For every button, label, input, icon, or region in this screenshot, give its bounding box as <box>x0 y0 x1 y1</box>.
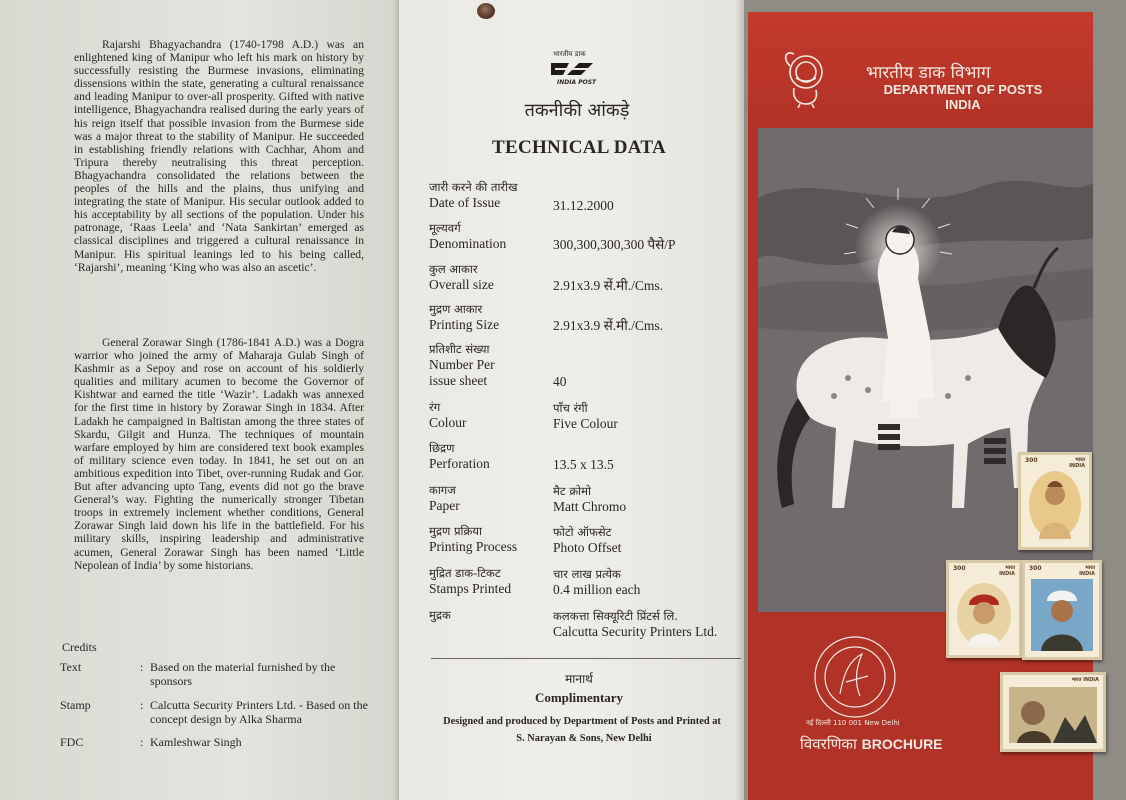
spec-value: 13.5 x 13.5 <box>553 457 614 472</box>
spec-value: 2.91x3.9 सें.मी./Cms. <box>553 278 663 293</box>
left-panel <box>0 0 398 800</box>
designed-by-note: Designed and produced by Department of Posts and Printed at <box>443 716 721 727</box>
logo-latin-text: INDIA POST <box>557 79 597 86</box>
portrait-landscape-icon <box>1009 687 1097 743</box>
stamp-country <box>999 565 1015 577</box>
spec-colour <box>429 400 739 431</box>
spec-number-per-sheet <box>429 342 739 389</box>
spec-value-group <box>553 608 753 640</box>
credit-key: Stamp <box>60 698 91 712</box>
stamp-country-hindi: भारत <box>1075 457 1085 463</box>
india-post-logo <box>545 50 605 90</box>
complimentary-hindi: मानार्थ <box>565 672 593 686</box>
credit-colon: : <box>140 660 144 674</box>
spec-value: 31.12.2000 <box>553 198 614 213</box>
pin-hole <box>477 3 495 19</box>
portrait-general-icon <box>1031 579 1093 651</box>
spec-value-group <box>553 524 753 556</box>
divider <box>431 658 741 659</box>
spec-label: Denomination <box>429 236 507 251</box>
spec-label-line2: issue sheet <box>429 373 488 388</box>
credit-key: Text <box>60 660 82 674</box>
spec-hindi-label: रंग <box>429 400 441 414</box>
brochure-label <box>800 734 1000 754</box>
india-post-logo-icon <box>549 59 595 79</box>
stamp-value: 300 <box>953 565 966 572</box>
spec-paper <box>429 483 739 514</box>
credit-value: Kamleshwar Singh <box>150 735 242 749</box>
portrait-king-icon <box>1027 469 1083 541</box>
spec-value-hindi: पाँच रंगी <box>553 401 588 415</box>
department-hindi-name: भारतीय डाक विभाग <box>866 63 991 83</box>
stamp-country-latin: INDIA <box>999 571 1015 577</box>
stamp-country-latin: INDIA <box>1079 571 1095 577</box>
spec-label: Stamps Printed <box>429 581 512 596</box>
brochure-hindi: विवरणिका <box>800 735 857 753</box>
spec-value-hindi: फोटो ऑफसेट <box>553 525 612 539</box>
spec-hindi-label: छिद्रण <box>429 441 455 455</box>
department-name-line1: DEPARTMENT OF POSTS <box>883 82 1043 97</box>
spec-hindi-label: मुद्रण प्रक्रिया <box>429 524 482 538</box>
spec-hindi-label: जारी करने की तारीख <box>429 180 518 194</box>
brochure-cover <box>748 12 1099 800</box>
spec-hindi-label: मूल्यवर्ग <box>429 221 461 235</box>
spec-value-hindi: कलकत्ता सिक्यूरिटी प्रिंटर्स लि. <box>553 609 678 623</box>
technical-data-title: TECHNICAL DATA <box>492 137 666 158</box>
spec-value: 300,300,300,300 पैसे/P <box>553 237 676 252</box>
zorawar-singh-bio: General Zorawar Singh (1786-1841 A.D.) was a Dogra warrior who joined the army of Maharaja Gulab Singh of Kashmir as a Sepoy and rose on account of his soldierly qualities and military acumen to become the Governor of Kishtwar and earned the title ‘Wazir’. Ladakh was annexed for the first time in history by Zorawar Singh in 1834. After Ladakh he campaigned in Baltistan among the three states of Skardu, Gilgit and Hunza. The techniques of mountain warfare employed by him are considered text book examples of military science even today. In 1841, he set out on an ambitious expedition into Tibet, over-running Rudak and Gor. But after advancing upto Tang, events did not go the brave General’s way. Fighting the numerically stronger Tibetan troops in extremely inclement whether conditions, General Zorawar Singh laid down his life in the battlefield. For his military skills, inspiring leadership and administrative acumen, General Zorawar Singh has been named ‘Little Nepolean of India’ by some historians. <box>74 336 364 572</box>
spec-hindi-label: मुद्रित डाक-टिकट <box>429 566 501 580</box>
spec-label: Date of Issue <box>429 195 501 210</box>
spec-label: Colour <box>429 415 467 430</box>
spec-hindi-label: मुद्रण आकार <box>429 302 483 316</box>
spec-printing-process <box>429 524 739 555</box>
stamp-value: 300 <box>1029 565 1042 572</box>
spec-perforation <box>429 441 739 472</box>
stamp-country-hindi: भारत <box>1085 565 1095 571</box>
stamp-bhagyachandra <box>1018 452 1092 550</box>
department-name-line2: INDIA <box>945 97 981 112</box>
spec-value: Five Colour <box>553 416 618 431</box>
spec-value: 40 <box>553 374 567 389</box>
stamp-country-latin: INDIA <box>1069 463 1085 469</box>
spec-label: Printing Size <box>429 317 500 332</box>
spec-value: Calcutta Security Printers Ltd. <box>553 624 718 639</box>
spec-hindi-label: कुल आकार <box>429 262 478 276</box>
spec-value-hindi: चार लाख प्रत्येक <box>553 567 621 581</box>
peacock-emblem-icon <box>776 48 832 108</box>
bhagyachandra-bio: Rajarshi Bhagyachandra (1740-1798 A.D.) was an enlightened king of Manipur who left his mark on history by successfully resisting the Burmese invasions, eliminating dissensions within the state, generating a cultural renaissance and leading Manipur to over-all prosperity. Gifted with native intelligence, Bhagyachandra realised during the early years of his reign itself that possible invasion from the Burmese side was a major threat to the stability of Manipur. He succeeded in establishing friendly relations with Cachhar, Ahom and Tripura thereby neutralising this threat perception. Bhagyachandra consolidated the relations between the peoples of the hills and the plains, thus unifying and integrating the state of Manipur. His secular outlook added to his acceptability by all sections of the population. Under his patronage, ‘Raas Leela’ and ‘Nata Sankirtan’ emerged as classical disciplines and triggered a cultural renaissance in Manipur. His spiritual leanings led to his being called, ‘Rajarshi’, meaning ‘King who was also an ascetic’. <box>74 38 364 274</box>
logo-hindi-text: भारतीय डाक <box>553 50 586 58</box>
technical-data-hindi-title: तकनीकी आंकड़े <box>524 100 630 121</box>
spec-value: Matt Chromo <box>553 499 627 514</box>
spec-value: 2.91x3.9 सें.मी./Cms. <box>553 318 663 333</box>
spec-date-of-issue <box>429 180 739 211</box>
spec-overall-size <box>429 262 739 293</box>
spec-value: 0.4 million each <box>553 582 641 597</box>
spec-label: Printing Process <box>429 539 518 554</box>
department-name <box>858 82 1068 112</box>
spec-value-group <box>553 400 753 432</box>
stamp-country-hindi: भारत <box>1071 677 1082 683</box>
spec-label: Perforation <box>429 456 490 471</box>
technical-data-panel <box>398 0 744 800</box>
stamp-zorawar-singh <box>1022 560 1102 660</box>
complimentary-label: Complimentary <box>534 690 624 705</box>
spec-denomination <box>429 221 739 252</box>
stamp-landscape <box>1000 672 1106 752</box>
stamp-country <box>1079 565 1095 577</box>
printer-name: S. Narayan & Sons, New Delhi <box>516 733 652 744</box>
stamp-value: 300 <box>1025 457 1038 464</box>
credit-value: Based on the material furnished by the sponsors <box>150 660 336 688</box>
stamp-country-latin: INDIA <box>1083 677 1099 683</box>
credit-colon: : <box>140 698 144 712</box>
spec-hindi-label: कागज <box>429 483 456 497</box>
credit-key: FDC <box>60 735 84 749</box>
spec-printer <box>429 608 739 639</box>
stamp-country <box>1069 457 1085 469</box>
stamp-country <box>1072 677 1099 683</box>
spec-hindi-label: प्रतिशीट संख्या <box>429 342 490 356</box>
spec-value-group <box>553 483 753 515</box>
portrait-red-turban-icon <box>955 579 1013 649</box>
spec-stamps-printed <box>429 566 739 597</box>
credit-colon: : <box>140 735 144 749</box>
spec-value-hindi: मैट क्रोमो <box>553 484 591 498</box>
spec-printing-size <box>429 302 739 333</box>
stamp-country-hindi: भारत <box>1005 565 1015 571</box>
credits-heading: Credits <box>62 640 97 654</box>
brochure-latin: BROCHURE <box>861 736 943 752</box>
spec-label: Paper <box>429 498 460 513</box>
credit-value: Calcutta Security Printers Ltd. - Based on the concept design by Alka Sharma <box>150 698 368 726</box>
spec-label: Number Per <box>429 357 495 372</box>
spec-value: Photo Offset <box>553 540 622 555</box>
first-day-seal-icon <box>810 632 900 722</box>
spec-label: Overall size <box>429 277 494 292</box>
spec-hindi-label: मुद्रक <box>429 608 451 622</box>
seal-date: नई दिल्ली 110 001 New Delhi <box>806 719 900 727</box>
stamp-portrait-red-turban <box>946 560 1022 658</box>
spec-value-group <box>553 566 753 598</box>
